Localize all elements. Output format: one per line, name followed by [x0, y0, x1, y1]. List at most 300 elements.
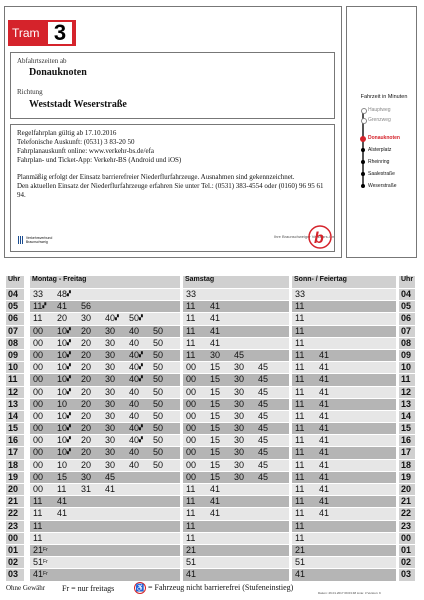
- minutes-cell-so: [292, 374, 396, 385]
- departure-minute: 11: [295, 398, 305, 409]
- departure-minute: 45: [105, 471, 116, 482]
- web-info: Fahrplanauskunft online: www.verkehr-bs.de/efa: [17, 147, 155, 155]
- minutes-cell-sa: [183, 508, 289, 519]
- departure-minute: 41: [319, 362, 330, 373]
- minutes-cell-sa: [183, 472, 289, 483]
- departure-minute: 10▞: [57, 435, 71, 446]
- departure-minute: 45: [258, 386, 269, 397]
- departure-minute: 50: [153, 410, 164, 421]
- hour-cell-right: 15: [399, 423, 415, 434]
- departure-minute: 10▞: [57, 447, 71, 458]
- departure-minute: 33: [33, 289, 44, 299]
- departure-minute: 11: [186, 349, 196, 360]
- departure-minute: 41: [210, 325, 221, 336]
- departure-minute: 00: [186, 410, 197, 421]
- departure-minute: 41: [210, 337, 221, 348]
- departure-minute: 41: [319, 374, 330, 385]
- friday-mark: Fr: [43, 546, 48, 553]
- app-info: Fahrplan- und Ticket-App: Verkehr-BS (Android und iOS): [17, 156, 182, 164]
- minutes-cell-mf: [30, 423, 180, 434]
- timetable-row: [6, 484, 416, 495]
- timetable-row: [6, 374, 416, 385]
- minutes-cell-mf: [30, 508, 180, 519]
- departure-minute: 11: [33, 532, 43, 543]
- departure-minute: 10▞: [57, 337, 71, 348]
- minutes-cell-so: [292, 326, 396, 337]
- ride-time-title: Fahrzeit in Minuten: [360, 94, 408, 100]
- departure-minute: 50: [153, 435, 164, 446]
- stop-label: Donauknoten: [368, 135, 400, 141]
- departure-minute: 00: [186, 398, 197, 409]
- departure-minute: 00: [186, 423, 197, 434]
- hour-cell-right: 14: [399, 411, 415, 422]
- departure-minute: 15: [210, 435, 221, 446]
- hour-cell: 23: [6, 521, 24, 532]
- hour-cell-right: 04: [399, 289, 415, 300]
- departure-minute: 10▞: [57, 423, 71, 434]
- svg-text:b: b: [314, 230, 324, 247]
- minutes-cell-so: [292, 508, 396, 519]
- departure-minute: 11: [295, 496, 305, 507]
- hour-cell-right: 21: [399, 496, 415, 507]
- departure-minute: 30: [105, 374, 116, 385]
- departure-minute: 40: [129, 459, 140, 470]
- hour-cell-right: 17: [399, 447, 415, 458]
- departure-minute: 41: [319, 459, 330, 470]
- not-accessible-mark: ▞: [139, 425, 143, 432]
- hour-cell: 05: [6, 301, 24, 312]
- departure-minute: 45: [258, 398, 269, 409]
- fine-print: Datum: 26.01.2017 09:03:48 Linie: 3 Version: 9: [318, 591, 381, 595]
- timetable-row: [6, 313, 416, 324]
- minutes-cell-sa: [183, 301, 289, 312]
- not-accessible-mark: ▞: [67, 437, 71, 444]
- minutes-cell-sa: [183, 313, 289, 324]
- friday-note: Fr = nur freitags: [62, 584, 115, 593]
- hour-cell: 03: [6, 569, 24, 580]
- timetable-row: [6, 447, 416, 458]
- departure-minute: 41: [319, 447, 330, 458]
- departure-minute: 20: [81, 337, 92, 348]
- departure-minute: 30: [105, 362, 116, 373]
- departure-minute: 20: [57, 313, 68, 324]
- minutes-cell-so: [292, 301, 396, 312]
- departure-minute: 30: [105, 447, 116, 458]
- departure-minute: 00: [33, 471, 44, 482]
- hour-cell-right: 19: [399, 472, 415, 483]
- departure-minute: 11: [295, 374, 305, 385]
- hour-cell-right: 12: [399, 387, 415, 398]
- timetable-row: [6, 326, 416, 337]
- timetable-row: [6, 387, 416, 398]
- header-sunday: Sonn- / Feiertag: [292, 276, 396, 288]
- departure-minute: 20: [81, 447, 92, 458]
- departure-minute: 10▞: [57, 325, 71, 336]
- friday-mark: Fr: [43, 559, 48, 566]
- departure-minute: 41: [319, 496, 330, 507]
- departure-minute: 41: [210, 484, 221, 494]
- departure-minute: $21^{Fr}$: [33, 544, 48, 555]
- hour-cell: 13: [6, 399, 24, 410]
- not-accessible-mark: ▞: [42, 303, 47, 310]
- departure-minute: 15: [57, 471, 68, 482]
- departure-minute: 11: [295, 532, 305, 543]
- departure-minute: 40▞: [129, 362, 143, 373]
- departure-minute: 20: [81, 435, 92, 446]
- not-accessible-mark: ▞: [139, 315, 143, 322]
- timetable-row: [6, 472, 416, 483]
- departure-minute: 51: [186, 557, 197, 568]
- hour-cell: 04: [6, 289, 24, 300]
- minutes-cell-sa: [183, 533, 289, 544]
- departure-minute: 11: [186, 337, 196, 348]
- minutes-cell-so: [292, 411, 396, 422]
- departure-minute: 11: [295, 301, 305, 312]
- timetable: [6, 276, 416, 581]
- minutes-cell-sa: [183, 399, 289, 410]
- departure-minute: 10▞: [57, 349, 71, 360]
- timetable-row: [6, 423, 416, 434]
- hour-cell: 06: [6, 313, 24, 324]
- departure-minute: 00: [186, 386, 197, 397]
- departure-minute: 40: [129, 337, 140, 348]
- departure-minute: 20: [81, 423, 92, 434]
- departure-minute: 00: [186, 435, 197, 446]
- departure-minute: 30: [234, 423, 245, 434]
- departure-minute: 41: [210, 301, 221, 312]
- departure-minute: 41: [57, 496, 68, 507]
- minutes-cell-so: [292, 460, 396, 471]
- minutes-cell-so: [292, 362, 396, 373]
- minutes-cell-sa: [183, 411, 289, 422]
- hour-cell: 07: [6, 326, 24, 337]
- departure-minute: 11: [295, 325, 305, 336]
- bsvg-logo: [272, 224, 334, 250]
- minutes-cell-mf: [30, 533, 180, 544]
- stop-label: Saalestraße: [368, 171, 395, 177]
- timetable-row: [6, 435, 416, 446]
- departure-minute: 00: [186, 374, 197, 385]
- departure-minute: 11: [33, 508, 43, 519]
- hour-cell-right: 02: [399, 557, 415, 568]
- departure-minute: 20: [81, 325, 92, 336]
- departure-minute: 50▞: [129, 313, 143, 324]
- minutes-cell-so: [292, 569, 396, 580]
- departure-minute: 10▞: [57, 362, 71, 373]
- hour-cell: 20: [6, 484, 24, 495]
- hour-cell: 18: [6, 460, 24, 471]
- departure-minute: 30: [81, 471, 92, 482]
- departure-minute: 41: [319, 484, 330, 494]
- departure-minute: 10: [57, 459, 68, 470]
- not-accessible-mark: ▞: [139, 364, 143, 371]
- departure-minute: 21: [186, 544, 197, 555]
- departure-minute: 11: [295, 337, 305, 348]
- departure-minute: 41: [319, 508, 330, 519]
- departure-minute: 41: [319, 423, 330, 434]
- minutes-cell-mf: [30, 338, 180, 349]
- hour-cell: 00: [6, 533, 24, 544]
- departure-minute: 11: [33, 520, 43, 531]
- departure-minute: 41: [210, 313, 221, 324]
- departure-minute: 00: [186, 362, 197, 373]
- departure-minute: 30: [105, 386, 116, 397]
- not-accessible-mark: ▞: [67, 388, 71, 395]
- direction-label: Richtung: [17, 88, 43, 96]
- hour-cell-right: 08: [399, 338, 415, 349]
- stop-marker: [361, 184, 365, 188]
- departure-minute: 40▞: [129, 349, 143, 360]
- minutes-cell-so: [292, 289, 396, 300]
- hour-cell: 01: [6, 545, 24, 556]
- line-number: 3: [48, 22, 72, 44]
- minutes-cell-sa: [183, 447, 289, 458]
- departure-minute: 41: [319, 349, 330, 360]
- departure-minute: 30: [105, 337, 116, 348]
- departure-minute: 11: [295, 386, 305, 397]
- not-accessible-mark: ▞: [115, 315, 119, 322]
- departure-minute: 11: [295, 349, 305, 360]
- departure-minute: 40▞: [129, 423, 143, 434]
- departure-minute: 00: [33, 410, 44, 421]
- not-accessible-mark: ▞: [67, 327, 71, 334]
- minutes-cell-mf: [30, 350, 180, 361]
- departure-minute: 11: [186, 520, 196, 531]
- timetable-row: [6, 533, 416, 544]
- not-accessible-mark: ▞: [67, 412, 71, 419]
- minutes-cell-mf: [30, 496, 180, 507]
- departure-minute: 11: [57, 484, 67, 494]
- departure-minute: 30: [81, 313, 92, 324]
- hour-cell: 15: [6, 423, 24, 434]
- minutes-cell-mf: [30, 460, 180, 471]
- stop-label: Hauptweg: [368, 107, 391, 113]
- no-guarantee-note: Ohne Gewähr: [6, 584, 46, 592]
- stop-label: Rheinring: [368, 159, 390, 165]
- departure-minute: 11: [33, 313, 43, 324]
- minutes-cell-sa: [183, 521, 289, 532]
- departure-minute: 00: [33, 398, 44, 409]
- timetable-row: [6, 557, 416, 568]
- minutes-cell-sa: [183, 423, 289, 434]
- departure-minute: 00: [186, 459, 197, 470]
- accessibility-note: Planmäßig erfolgt der Einsatz barrierefreier Niederflurfahrzeuge. Ausnahmen sind gekennzeichnet.: [17, 173, 295, 181]
- timetable-row: [6, 521, 416, 532]
- departure-minute: 10▞: [57, 374, 71, 385]
- minutes-cell-mf: [30, 521, 180, 532]
- valid-from: Regelfahrplan gültig ab 17.10.2016: [17, 129, 117, 137]
- departure-minute: 40▞: [129, 374, 143, 385]
- verbund-logo: Verkehrsverbund Braunschweig: [18, 232, 62, 248]
- departure-minute: 11▞: [33, 301, 47, 312]
- departure-minute: 45: [258, 459, 269, 470]
- departure-minute: 00: [33, 435, 44, 446]
- departure-minute: 11: [295, 410, 305, 421]
- hour-cell-right: 13: [399, 399, 415, 410]
- departure-minute: 50: [153, 423, 164, 434]
- departure-minute: 50: [153, 337, 164, 348]
- minutes-cell-so: [292, 521, 396, 532]
- hour-cell: 16: [6, 435, 24, 446]
- departure-minute: 30: [234, 410, 245, 421]
- minutes-cell-sa: [183, 326, 289, 337]
- stop-info-box: [10, 52, 335, 119]
- departure-minute: 30: [234, 435, 245, 446]
- departure-minute: $51^{Fr}$: [33, 557, 48, 568]
- hour-cell: 09: [6, 350, 24, 361]
- minutes-cell-sa: [183, 484, 289, 495]
- departure-minute: 30: [210, 349, 221, 360]
- minutes-cell-mf: [30, 374, 180, 385]
- departure-minute: 00: [33, 362, 44, 373]
- departure-minute: 20: [81, 459, 92, 470]
- minutes-cell-so: [292, 447, 396, 458]
- timetable-row: [6, 496, 416, 507]
- hour-cell-right: 23: [399, 521, 415, 532]
- not-accessible-mark: ▞: [67, 364, 71, 371]
- departure-minute: 41: [319, 410, 330, 421]
- departure-minute: 41: [319, 386, 330, 397]
- departure-minute: 15: [210, 459, 221, 470]
- departure-minute: 15: [210, 386, 221, 397]
- departure-minute: 40: [129, 447, 140, 458]
- departure-minute: 45: [258, 447, 269, 458]
- hour-cell-right: 03: [399, 569, 415, 580]
- departure-minute: 11: [33, 496, 43, 507]
- not-accessible-mark: ▞: [67, 449, 71, 456]
- departure-minute: 00: [186, 471, 197, 482]
- departure-minute: 10▞: [57, 410, 71, 421]
- minutes-cell-sa: [183, 496, 289, 507]
- minutes-cell-mf: [30, 326, 180, 337]
- timetable-row: [6, 545, 416, 556]
- minutes-cell-so: [292, 557, 396, 568]
- departure-minute: 00: [33, 386, 44, 397]
- departure-minute: 41: [105, 484, 116, 494]
- minutes-cell-sa: [183, 289, 289, 300]
- departure-minute: 30: [105, 435, 116, 446]
- minutes-cell-so: [292, 399, 396, 410]
- departure-minute: 10: [57, 398, 68, 409]
- departure-minute: 30: [234, 362, 245, 373]
- departure-minute: 41: [295, 569, 306, 580]
- hour-header: Uhr: [6, 276, 24, 288]
- timetable-header: [6, 276, 416, 288]
- departure-minute: 11: [186, 496, 196, 507]
- departure-minute: 11: [295, 447, 305, 458]
- departure-minute: 11: [295, 423, 305, 434]
- departure-minute: 30: [234, 471, 245, 482]
- departure-minute: 30: [105, 459, 116, 470]
- minutes-cell-sa: [183, 435, 289, 446]
- departure-minute: 11: [186, 508, 196, 519]
- hour-cell-right: 20: [399, 484, 415, 495]
- departure-minute: 41: [210, 496, 221, 507]
- departure-minute: 15: [210, 423, 221, 434]
- departure-minute: 40▞: [129, 435, 143, 446]
- departure-minute: 20: [81, 374, 92, 385]
- departure-minute: 11: [295, 520, 305, 531]
- hour-cell: 11: [6, 374, 24, 385]
- departure-minute: 11: [186, 301, 196, 312]
- timetable-row: [6, 301, 416, 312]
- departure-minute: 11: [295, 471, 305, 482]
- departure-minute: 20: [81, 398, 92, 409]
- hour-cell-right: 09: [399, 350, 415, 361]
- minutes-cell-mf: [30, 411, 180, 422]
- line-mode: Tram: [12, 26, 40, 40]
- departure-minute: 30: [105, 325, 116, 336]
- departure-minute: 40: [129, 325, 140, 336]
- minutes-cell-so: [292, 484, 396, 495]
- departure-minute: 41: [319, 471, 330, 482]
- departure-minute: 15: [210, 410, 221, 421]
- minutes-cell-so: [292, 338, 396, 349]
- hour-cell: 10: [6, 362, 24, 373]
- minutes-cell-mf: [30, 447, 180, 458]
- hour-cell-right: 01: [399, 545, 415, 556]
- departure-minute: 40▞: [105, 313, 119, 324]
- timetable-row: [6, 289, 416, 300]
- departure-minute: 40: [129, 410, 140, 421]
- departure-minute: 20: [81, 362, 92, 373]
- minutes-cell-sa: [183, 362, 289, 373]
- departure-minute: 11: [186, 532, 196, 543]
- hour-cell-right: 22: [399, 508, 415, 519]
- departure-minute: 00: [33, 447, 44, 458]
- departure-minute: 00: [33, 349, 44, 360]
- hour-cell-right: 06: [399, 313, 415, 324]
- departure-minute: 50: [153, 459, 164, 470]
- departure-minute: 00: [186, 447, 197, 458]
- departure-minute: 15: [210, 471, 221, 482]
- departure-minute: 30: [234, 386, 245, 397]
- not-accessible-mark: ▞: [139, 351, 143, 358]
- departure-minute: 30: [105, 423, 116, 434]
- not-accessible-mark: ▞: [139, 437, 143, 444]
- accessibility-legend: ♿ = Fahrzeug nicht barrierefrei (Stufeneinstieg): [135, 583, 294, 592]
- minutes-cell-mf: [30, 545, 180, 556]
- departure-minute: 11: [186, 484, 196, 494]
- departure-minute: 33: [295, 289, 306, 299]
- timetable-row: [6, 338, 416, 349]
- phone-info: Telefonische Auskunft: (0531) 3 83-20 50: [17, 138, 135, 146]
- departure-minute: 20: [81, 349, 92, 360]
- stop-marker: [361, 172, 365, 176]
- minutes-cell-sa: [183, 374, 289, 385]
- departure-minute: 30: [234, 459, 245, 470]
- departure-minute: 10▞: [57, 386, 71, 397]
- departure-minute: 41: [319, 398, 330, 409]
- departure-minute: 30: [234, 374, 245, 385]
- timetable-row: [6, 460, 416, 471]
- departure-minute: 11: [295, 313, 305, 324]
- hour-cell: 17: [6, 447, 24, 458]
- hour-cell-right: 11: [399, 374, 415, 385]
- minutes-cell-so: [292, 423, 396, 434]
- departure-minute: 50: [153, 447, 164, 458]
- hour-cell-right: 18: [399, 460, 415, 471]
- departure-minute: 11: [186, 313, 196, 324]
- minutes-cell-mf: [30, 313, 180, 324]
- minutes-cell-so: [292, 313, 396, 324]
- minutes-cell-mf: [30, 569, 180, 580]
- minutes-cell-sa: [183, 545, 289, 556]
- not-accessible-mark: ▞: [67, 339, 71, 346]
- departure-minute: 50: [153, 398, 164, 409]
- departure-minute: 11: [295, 508, 305, 519]
- departure-minute: 30: [234, 447, 245, 458]
